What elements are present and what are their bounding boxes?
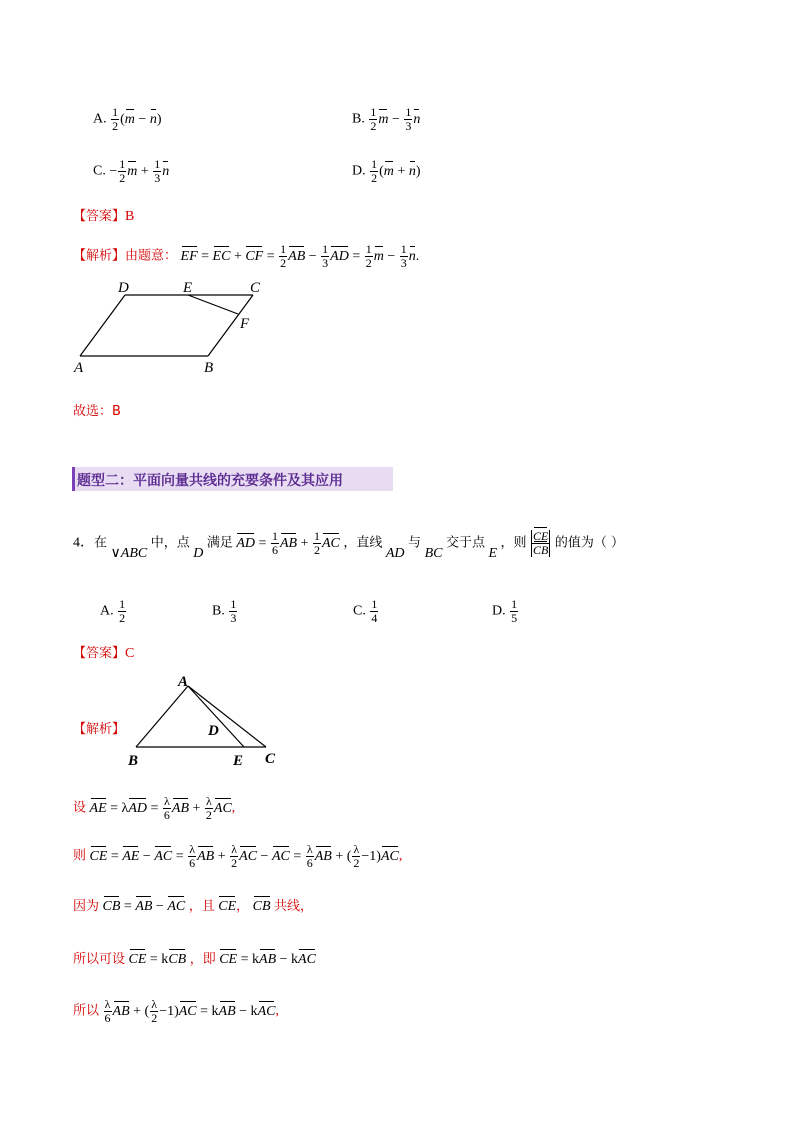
q4-option-b: B. $\frac{1}{3}$ xyxy=(212,597,237,625)
q4-step-4: 所以可设 CE = kCB ，即 CE = kAB − kAC xyxy=(73,952,316,967)
q3-option-b: B. $\frac{1}{2}$ m − $\frac{1}{3}$ n xyxy=(352,105,421,133)
q3-answer: 【答案】B xyxy=(73,209,135,224)
q4-step-1: 设 AE = λAD = $\frac{\lambda}{6}$ AB + $\frac{\lambda}{2}$ AC, xyxy=(73,794,236,822)
label-f: F xyxy=(240,316,250,332)
q4-option-c: C. $\frac{1}{4}$ xyxy=(353,597,378,625)
q4-option-d: D. $\frac{1}{5}$ xyxy=(492,597,518,625)
section-title-banner xyxy=(72,467,393,491)
q4-analysis-tag: 【解析】 xyxy=(73,722,126,737)
q3-option-a: A. $\frac{1}{2}$ (m − n) xyxy=(93,105,162,133)
label-c: C xyxy=(250,280,261,296)
label-b: B xyxy=(204,360,214,376)
q4-step-3: 因为 CB = AB − AC ，且 CE， CB 共线， xyxy=(73,899,314,914)
q4-step-2: 则 CE = AE − AC = $\frac{\lambda}{6}$ AB + $\frac{\lambda}{2}$ AC − AC = $\frac{\lambda}{6}$ AB + ( $\frac{\lambda}{2}$ −1)AC, xyxy=(73,842,403,870)
section-title: 题型二：平面向量共线的充要条件及其应用 xyxy=(77,473,343,489)
label-d: D xyxy=(208,723,219,739)
q4-step-5: 所以 $\frac{\lambda}{6}$ AB + ( $\frac{\lambda}{2}$ −1)AC = kAB − kAC, xyxy=(73,997,279,1025)
label-b: B xyxy=(128,753,139,769)
q3-option-d: D. $\frac{1}{2}$ (m + n) xyxy=(352,157,421,185)
label-e: E xyxy=(233,753,244,769)
parallelogram-figure xyxy=(70,278,270,378)
label-a: A xyxy=(178,674,189,690)
q3-analysis: 【解析】由题意： EF = EC + CF = $\frac{1}{2}$ AB − $\frac{1}{3}$ AD = $\frac{1}{2}$ m − $\frac{1}{3}$ n. xyxy=(73,242,420,270)
q4-option-a: A. $\frac{1}{2}$ xyxy=(100,597,126,625)
q3-conclusion: 故选：B xyxy=(73,404,121,419)
q3-option-c: C. − $\frac{1}{2}$ m + $\frac{1}{3}$ n xyxy=(93,157,170,185)
label-a: A xyxy=(74,360,84,376)
q4-answer: 【答案】C xyxy=(73,646,135,661)
label-d: D xyxy=(118,280,129,296)
label-c: C xyxy=(265,751,276,767)
triangle-figure xyxy=(126,670,286,770)
label-e: E xyxy=(183,280,193,296)
q4-stem: 4．在 ∨ABC 中，点 D 满足 AD = $\frac{1}{6}$ AB + $\frac{1}{2}$ AC ，直线 AD 与 BC 交于点 E ，则 $\frac{CE}{CB}$ 的值为（ ） xyxy=(73,529,625,561)
